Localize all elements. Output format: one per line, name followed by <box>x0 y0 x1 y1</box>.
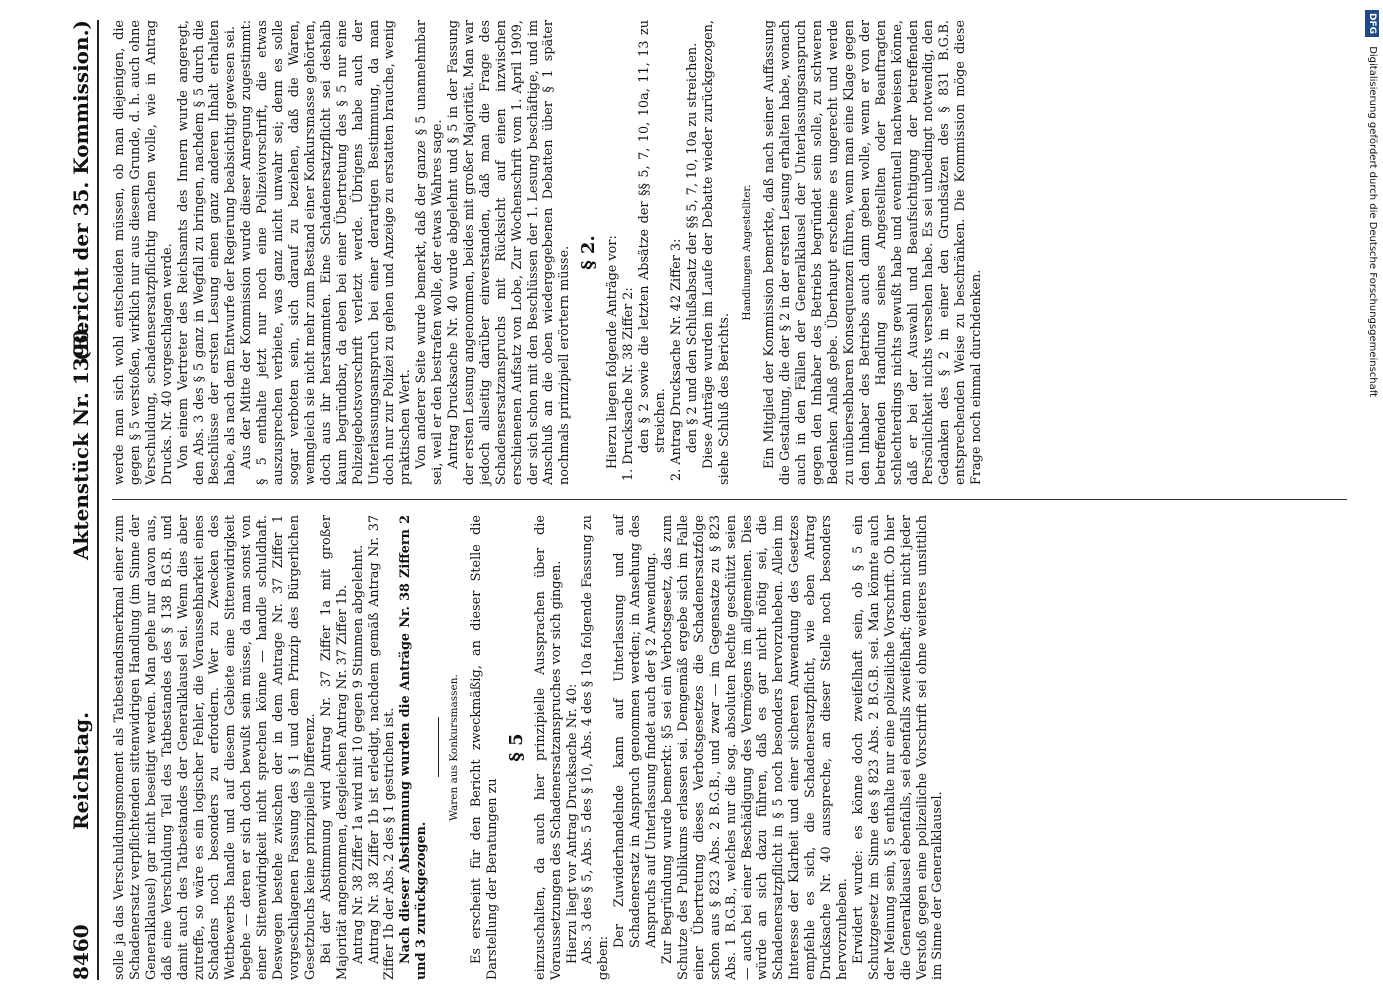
paragraph: Es erscheint für den Bericht zweckmäßig, an dieser Stelle die Darstellung der Beratungen zu <box>469 515 500 980</box>
section-heading: § 5 <box>505 733 527 762</box>
paragraph: Erwidert wurde: es könne doch zweifelhaft sein, ob § 5 ein Schutzgesetz im Sinne des § 823 Abs. 2 B.G.B. sei. Man könnte auch der Meinung sein, § 5 enthalte nur eine polizeiliche Vorschrift. Ob hier die Generalklausel ebenfalls, sei ebenfalls zweifelhaft; denn nicht jeder Verstoß gegen eine polizeiliche Vorschrift sei ohne weiteres unsittlich im Sinne der Generalklausel. <box>850 515 946 980</box>
section-heading: § 2. <box>578 235 600 270</box>
paragraph: Hierzu liegt vor Antrag Drucksache Nr. 40: <box>564 683 580 964</box>
paragraph: Zur Begründung wurde bemerkt: §5 sei ein Verbotsgesetz, das zum Schutze des Publikums erlassen sei. Demgemäß ergebe sich im Falle einer Übertretung dieses Verbotsgesetzes die Schadenersatzfolge schon aus § 823 Abs. 2 B.G.B., und zwar — im Gegensatze zu § 823 Abs. 1 B.G.B., welches nur die sog. absoluten Rechte geschützt seien — auch bei einer Beschädigung des Vermögens im allgemeinen. Dies würde an sich dazu führen, daß es gar nicht nötig sei, die Schadenersatzpflicht in § 5 noch besonders hervorzuheben. Allein im Interesse der Klarheit und einer sicheren Anwendung des Gesetzes empfehle es sich, die Schadenersatzpflicht, wie eben Antrag Drucksache Nr. 40 ausspreche, an dieser Stelle noch besonders hervorzuheben. <box>660 515 850 980</box>
credit-text: Digitalisierung gefördert durch die Deutsche Forschungsgemeinschaft <box>1367 46 1378 398</box>
list-item-detail: den § 2 und den Schlußabsatz der §§ 5, 7, 10, 10a zu streichen. <box>684 42 700 453</box>
header-center-title: Aktenstück Nr. 1390. <box>69 322 93 560</box>
list-item: 2. Antrag Drucksache Nr. 42 Ziffer 3: <box>668 238 684 481</box>
right-column <box>112 20 985 485</box>
paragraph: Aus der Mitte der Kommission wurde dieser Anregung zugestimmt: § 5 enthalte jetzt nur noch eine Polizeivorschrift, die etwas auszusprechen verbiete, was ganz nicht unwahr sei; denn es solle sogar verboten sein, sich darauf zu beziehen, daß die Waren, wenngleich sie nicht mehr zum Bestand einer Konkursmasse gehörten, doch aus ihr herstammten. Eine Schadenersatzpflicht sei deshalb kaum begründbar, da eben bei einer Übertretung des § 5 nur eine Polizeigebotsvorschrift verletzt werde. Übrigens habe auch der Unterlassungsanspruch bei einer derartigen Bestimmung, da man doch nur zur Polizei zu gehen und Anzeige zu erstatten brauche, wenig praktischen Wert. <box>239 20 414 485</box>
list-item-detail: den § 2 sowie die letzten Absätze der §§ 5, 7, 10, 10a, 11, 13 zu streichen. <box>637 20 668 453</box>
header-rule <box>97 20 99 980</box>
paragraph: einzuschalten, da auch hier prinzipielle Aussprachen über die Voraussetzungen des Schadenersatzanspruches vor sich gingen. <box>532 515 564 980</box>
paragraph: Antrag Nr. 38 Ziffer 1a wird mit 10 gegen 9 Stimmen abgelehnt. <box>350 544 366 964</box>
paragraph: werde man sich wohl entscheiden müssen, ob man diejenigen, die gegen § 5 verstoßen, wirklich nur aus diesem Grunde, d. h. auch ohne Verschuldung, schadensersatzpflichtig machen wolle, wie in Antrag Drucks. Nr. 40 vorgeschlagen werde. <box>112 20 175 485</box>
list-item: 1. Drucksache Nr. 38 Ziffer 2: <box>621 287 637 481</box>
paragraph: Von anderer Seite wurde bemerkt, daß der ganze § 5 unannehmbar sei, weil er den bestrafen wolle, der etwas Wahres sage. <box>414 20 446 485</box>
paragraph: Von einem Vertreter des Reichsamts des Innern wurde angeregt, den Abs. 3 des § 5 ganz in Wegfall zu bringen, nachdem § 5 durch die Beschlüsse der ersten Lesung einen ganz anderen Inhalt erhalten habe, als nach dem Entwurfe der Regierung beabsichtigt gewesen sei. <box>175 20 239 485</box>
paragraph: Ein Mitglied der Kommission bemerkte, daß nach seiner Auffassung die Gestaltung, die der § 2 in der ersten Lesung erhalten habe, wonach auch in den Fällen der Generalklausel der Unterlassungsanspruch gegen den Inhaber des Betriebs begründet sein solle, zu schweren Bedenken Anlaß gebe. Überhaupt erscheine es ungerecht und werde zu unübersehbaren Konsequenzen führen, wenn man eine Klage gegen den Inhaber des Betriebs auch dann geben wolle, wenn er von der betreffenden Handlung seines Angestellten oder Beauftragten schlechterdings nichts gewußt habe und eventuell nachweisen könne, daß er bei der Auswahl und Beaufsichtigung der betreffenden Persönlichkeit nichts versehen habe. Es sei unbedingt notwendig, den Gedanken des § 2 in einer den Grundsätzen des § 831 B.G.B. entsprechenden Weise zu beschränken. Die Kommission möge diese Frage noch einmal durchdenken. <box>762 20 985 485</box>
separator <box>438 718 439 778</box>
paragraph: Diese Anträge wurden im Laufe der Debatte wieder zurückgezogen, siehe Schluß des Berichts. <box>700 20 732 485</box>
paragraph: Nach dieser Abstimmung wurden die Anträge Nr. 38 Ziffern 2 und 3 zurückgezogen. <box>398 515 430 980</box>
digitization-credit <box>1367 10 1383 990</box>
dfg-logo: DFG <box>1365 10 1379 37</box>
paragraph: Bei der Abstimmung wird Antrag Nr. 37 Ziffer 1a mit großer Majorität angenommen, desgleichen Antrag Nr. 37 Ziffer 1b. <box>318 515 350 980</box>
column-divider <box>112 499 1347 500</box>
left-column <box>112 515 946 980</box>
quoted-text: Der Zuwiderhandelnde kann auf Unterlassung und auf Schadenersatz in Anspruch genommen werden; in Ansehung des Anspruchs auf Unterlassung findet auch der § 2 Anwendung. <box>612 515 660 948</box>
paragraph: Hierzu liegen folgende Anträge vor: <box>605 235 621 469</box>
paragraph: solle ja das Verschuldungsmoment als Tatbestandsmerkmal einer zum Schadenersatz verpflichtenden sittenwidrigen Handlung (im Sinne der Generalklausel) gar nicht beseitigt werden. Man gehe nur davon aus, daß eine Verschuldung Teil des Tatbestandes des § 138 B.G.B. und damit auch des Tatbestandes der Generalklausel sei. Wenn dies aber zutreffe, so wäre es ein logischer Fehler, die Voraussehbarkeit eines Schadens noch besonders zu erfordern. Wer zu Zwecken des Wettbewerbs handle und auf diesem Gebiete eine Sittenwidrigkeit begehe — deren er sich doch bewußt sein müsse, da man sonst von einer Sittenwidrigkeit nicht sprechen könne — handle schuldhaft. Deswegen bestehe zwischen der in dem Antrage Nr. 37 Ziffer 1 vorgeschlagenen Fassung des § 1 und dem Prinzip des Bürgerlichen Gesetzbuchs keine prinzipielle Differenz. <box>112 515 318 980</box>
section-subheading: Waren aus Konkursmassen. <box>448 674 461 821</box>
page-number: 8460 <box>69 924 93 980</box>
paragraph: Antrag Nr. 38 Ziffer 1b ist erledigt, nachdem gemäß Antrag Nr. 37 Ziffer 1b der Abs. 2 des § 1 gestrichen ist. <box>366 515 398 980</box>
section-subheading: Handlungen Angestellter. <box>741 184 754 321</box>
header-right-title: (Bericht der 35. Kommission.) <box>69 20 93 361</box>
page-header <box>66 20 96 980</box>
header-left-title: Reichstag. <box>69 711 93 830</box>
paragraph: Abs. 3 des § 5, Abs. 5 des § 10, Abs. 4 des § 10a folgende Fassung zu geben: <box>580 515 612 980</box>
paragraph: Antrag Drucksache Nr. 40 wurde abgelehnt und § 5 in der Fassung der ersten Lesung angenommen, beides mit großer Majorität. Man war jedoch allseitig darüber einverstanden, daß man die Frage des Schadensersatzanspruchs mit Rücksicht auf einen inzwischen erschienenen Aufsatz von Lobe, Zur Wochenschrift vom 1. April 1909, der sich schon mit den Beschlüssen der 1. Lesung beschäftige, und im Anschluß an die oben wiedergegebenen Debatten über § 1 später nochmals prinzipiell erörtern müsse. <box>446 20 573 485</box>
